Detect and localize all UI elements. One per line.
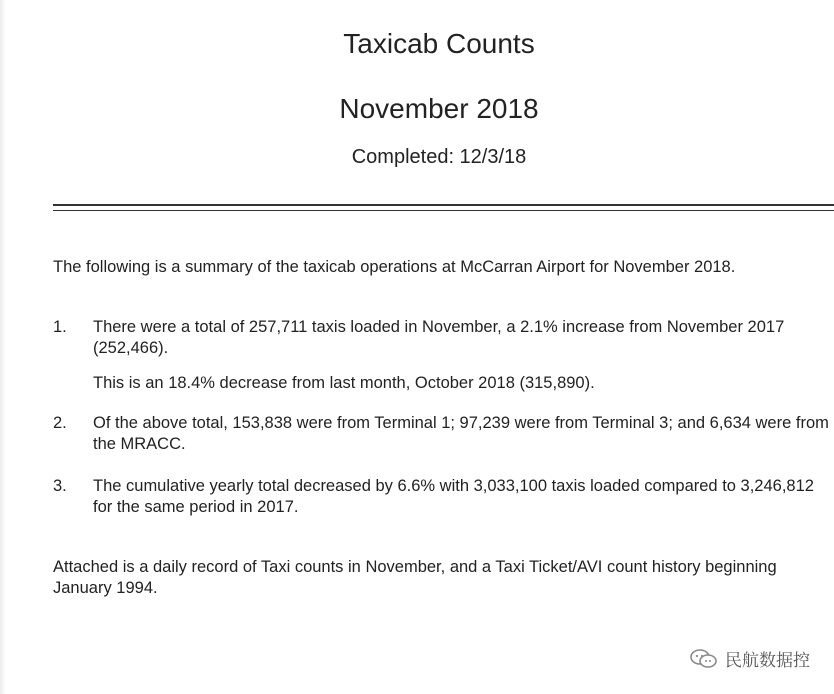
list-item-note: This is an 18.4% decrease from last month, October 2018 (315,890). bbox=[93, 374, 595, 392]
list-item-text: There were a total of 257,711 taxis loaded in November, a 2.1% increase from November 2017 (252,466). bbox=[93, 318, 785, 357]
attached-paragraph: Attached is a daily record of Taxi counts in November, and a Taxi Ticket/AVI count history beginning January 1994. bbox=[53, 558, 777, 597]
header-rule-top bbox=[53, 204, 834, 206]
wechat-icon bbox=[689, 648, 719, 670]
list-item-text: Of the above total, 153,838 were from Terminal 1; 97,239 were from Terminal 3; and 6,634 were from the MRACC. bbox=[93, 414, 829, 453]
document-title: Taxicab Counts bbox=[343, 28, 535, 59]
list-item-text: The cumulative yearly total decreased by 6.6% with 3,033,100 taxis loaded compared to 3,246,812 for the same period in 2017. bbox=[93, 477, 814, 516]
document-period: November 2018 bbox=[339, 93, 539, 124]
intro-paragraph: The following is a summary of the taxicab operations at McCarran Airport for November 2018. bbox=[53, 258, 736, 276]
watermark-text: 民航数据控 bbox=[725, 651, 810, 671]
completed-date: Completed: 12/3/18 bbox=[351, 146, 527, 168]
header-rule-bottom bbox=[53, 210, 834, 211]
list-item-number: 3. bbox=[53, 477, 67, 495]
list-item-number: 1. bbox=[53, 318, 67, 336]
watermark bbox=[689, 646, 810, 671]
list-item-number: 2. bbox=[53, 414, 67, 432]
